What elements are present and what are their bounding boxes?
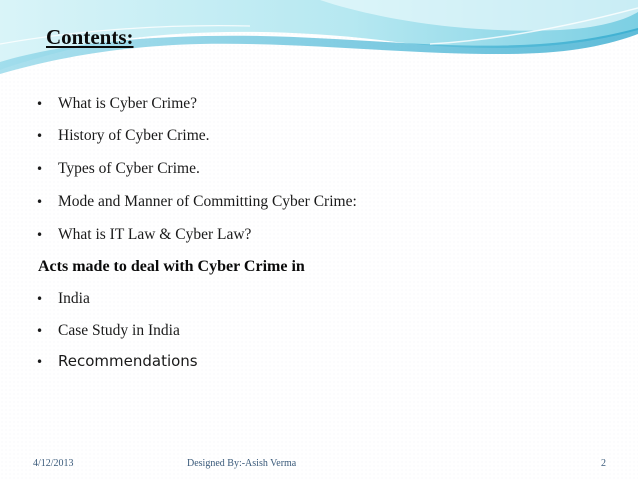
bullet-icon: • [36,355,44,369]
list-item-text: Types of Cyber Crime. [58,160,200,177]
list-item [36,193,357,211]
list-item-text: What is IT Law & Cyber Law? [58,226,252,243]
list-item-text: India [58,290,90,307]
list-item-text: History of Cyber Crime. [58,127,210,144]
footer-date: 4/12/2013 [33,458,74,469]
footer-author: Designed By:-Asish Verma [187,458,297,469]
list-item [36,290,90,308]
list-item [36,322,180,340]
list-item [36,352,198,370]
list-item-text: What is Cyber Crime? [58,95,198,112]
bullet-icon: • [36,97,44,111]
list-item-text: Mode and Manner of Committing Cyber Crime: [58,193,357,210]
footer-page-number: 2 [601,458,606,469]
list-item [36,127,210,145]
bullet-icon: • [36,292,44,306]
list-item-text: Case Study in India [58,322,180,339]
bullet-icon: • [36,129,44,143]
bullet-icon: • [36,162,44,176]
bullet-icon: • [36,195,44,209]
list-item [36,226,251,244]
list-item [36,95,197,113]
list-item-text: Recommendations [58,352,198,370]
list-item [36,160,200,178]
slide-title: Contents: [46,25,134,49]
bullet-icon: • [36,228,44,242]
section-heading: Acts made to deal with Cyber Crime in [38,258,305,275]
bullet-icon: • [36,324,44,338]
